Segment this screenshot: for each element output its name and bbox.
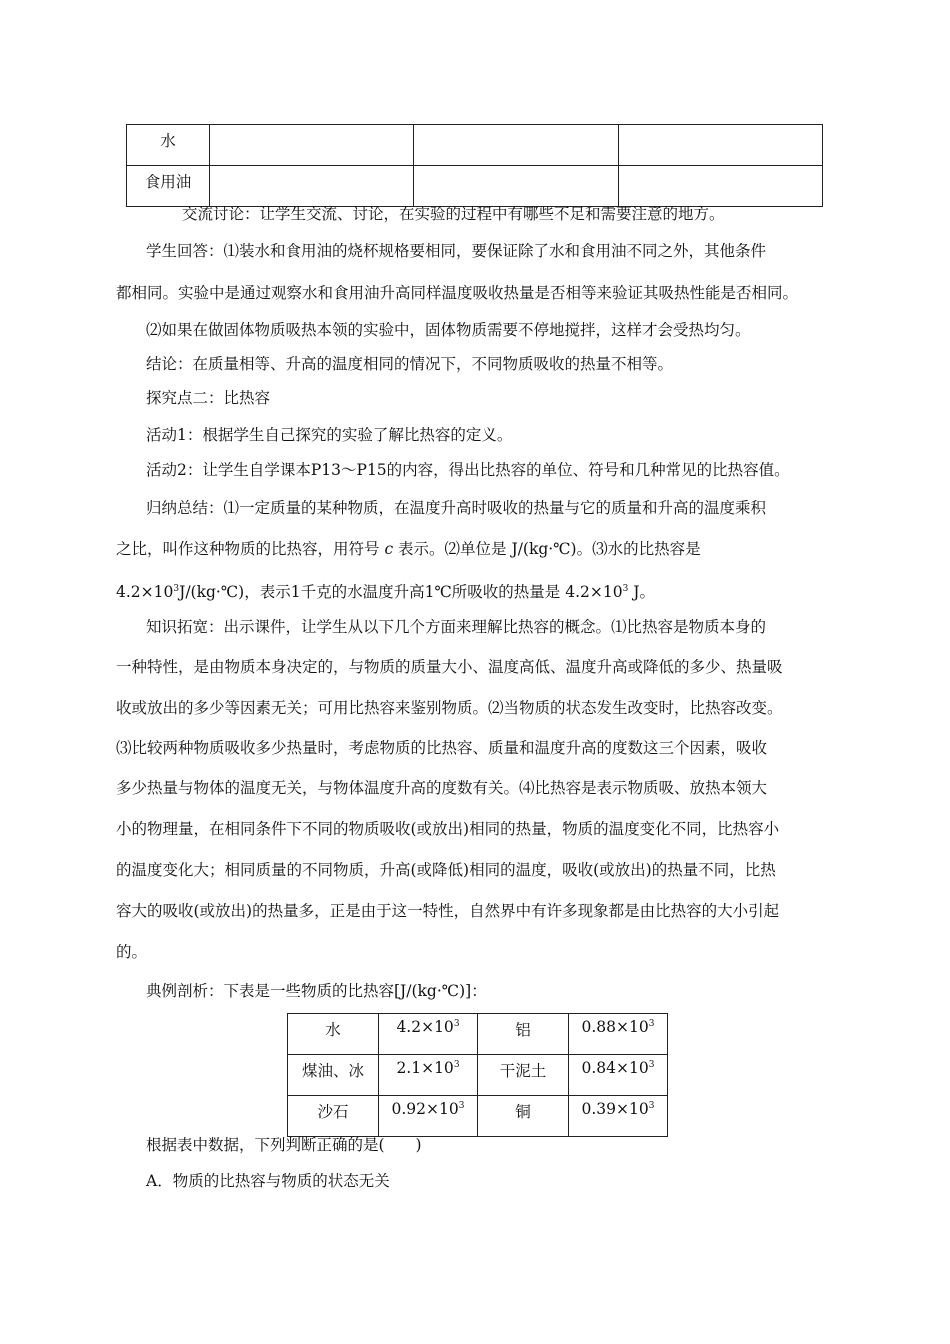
discussion-paragraph: 交流讨论：让学生交流、讨论，在实验的过程中有哪些不足和需要注意的地方。 (182, 205, 725, 223)
extension-line-6: 小的物理量，在相同条件下不同的物质吸收(或放出)相同的热量，物质的温度变化不同，比热容小 (116, 820, 780, 838)
summary-line-2: 之比，叫作这种物质的比热容，用符号 c 表示。⑵单位是 J/(kg·℃)。⑶水的比热容是 (116, 540, 701, 558)
question: 根据表中数据，下列判断正确的是( ) (146, 1136, 422, 1154)
experiment-table (126, 124, 823, 207)
extension-line-2: 一种特性，是由物质本身决定的，与物质的质量大小、温度高低、温度升高或降低的多少、热量吸 (116, 658, 783, 676)
example-intro: 典例剖析：下表是一些物质的比热容[J/(kg·℃)]： (146, 982, 487, 1000)
explore-point-2: 探究点二：比热容 (146, 389, 271, 407)
activity-1: 活动1：根据学生自己探究的实验了解比热容的定义。 (146, 426, 513, 444)
table-row (288, 1055, 668, 1096)
heat-value: $0.92\times 10^3$ (379, 1096, 478, 1137)
extension-line-3: 收或放出的多少等因素无关；可用比热容来鉴别物质。⑵当物质的状态发生改变时，比热容改变。 (116, 699, 783, 717)
heat-value: $4.2\times 10^3$ (379, 1014, 478, 1055)
activity-2: 活动2：让学生自学课本P13～P15的内容，得出比热容的单位、符号和几种常见的比热容值。 (146, 461, 790, 479)
summary-line-3: $4.2\times 10^3J/(kg\cdot℃)$，表示1千克的水温度升高1℃所吸收的热量是 $4.2\times 10^3$ J。 (116, 583, 655, 602)
heat-value: $0.88\times 10^3$ (569, 1014, 668, 1055)
table-row (127, 166, 823, 207)
heat-value: $0.84\times 10^3$ (569, 1055, 668, 1096)
substance-name: 铝 (478, 1014, 569, 1055)
specific-heat-table (287, 1013, 668, 1137)
substance-name: 煤油、冰 (288, 1055, 379, 1096)
extension-line-5: 多少热量与物体的温度无关，与物体温度升高的度数有关。⑷比热容是表示物质吸、放热本领大 (116, 779, 768, 797)
table-row (288, 1014, 668, 1055)
extension-line-9: 的。 (116, 943, 148, 961)
row-label-oil: 食用油 (127, 166, 210, 207)
extension-line-1: 知识拓宽：出示课件，让学生从以下几个方面来理解比热容的概念。⑴比热容是物质本身的 (146, 618, 767, 636)
symbol-c: c (384, 540, 394, 558)
substance-name: 沙石 (288, 1096, 379, 1137)
answer-2: ⑵如果在做固体物质吸热本领的实验中，固体物质需要不停地搅拌，这样才会受热均匀。 (146, 321, 751, 339)
substance-name: 铜 (478, 1096, 569, 1137)
conclusion: 结论：在质量相等、升高的温度相同的情况下，不同物质吸收的热量不相等。 (146, 355, 674, 373)
row-label-water: 水 (127, 125, 210, 166)
table-row (288, 1096, 668, 1137)
table-row (127, 125, 823, 166)
option-a: A．物质的比热容与物质的状态无关 (146, 1172, 390, 1190)
extension-line-8: 容大的吸收(或放出)的热量多，正是由于这一特性，自然界中有许多现象都是由比热容的大小引起 (116, 902, 780, 920)
extension-line-4: ⑶比较两种物质吸收多少热量时，考虑物质的比热容、质量和温度升高的度数这三个因素，吸收 (116, 739, 768, 757)
heat-value: $2.1\times 10^3$ (379, 1055, 478, 1096)
answer-line-2: 都相同。实验中是通过观察水和食用油升高同样温度吸收热量是否相等来验证其吸热性能是否相同。 (116, 284, 799, 302)
substance-name: 干泥土 (478, 1055, 569, 1096)
extension-line-7: 的温度变化大；相同质量的不同物质，升高(或降低)相同的温度，吸收(或放出)的热量不同，比热 (116, 861, 776, 879)
substance-name: 水 (288, 1014, 379, 1055)
summary-line-1: 归纳总结：⑴一定质量的某种物质，在温度升高时吸收的热量与它的质量和升高的温度乘积 (146, 499, 767, 517)
heat-value: $0.39\times 10^3$ (569, 1096, 668, 1137)
answer-line-1: 学生回答：⑴装水和食用油的烧杯规格要相同，要保证除了水和食用油不同之外，其他条件 (146, 242, 767, 260)
